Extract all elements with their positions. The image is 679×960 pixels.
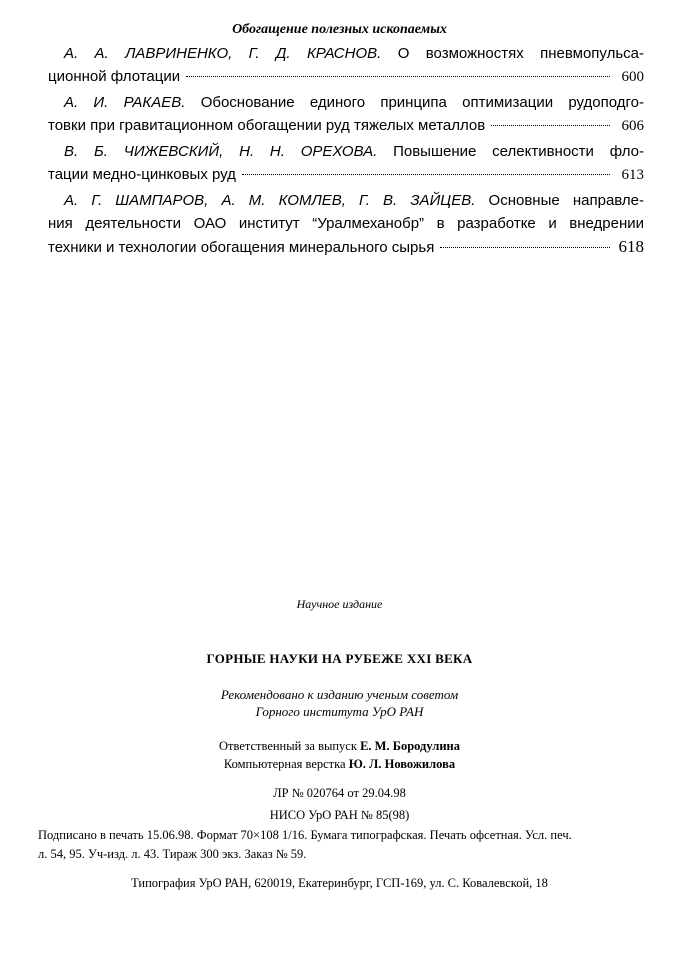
toc-entry-middle-line: ния деятельности ОАО институт “Уралмеханобр” в разработке и внедрении — [48, 215, 644, 232]
toc-entry-4 — [48, 189, 644, 259]
dot-leader — [186, 76, 610, 77]
license-number: ЛР № 020764 от 29.04.98 — [273, 786, 406, 800]
entry-page-number: 600 — [621, 69, 644, 85]
toc-entry-3 — [48, 140, 644, 187]
dot-leader — [440, 247, 610, 248]
toc-entry-tail — [48, 65, 644, 89]
toc-entry-2 — [48, 91, 644, 138]
entry-title-end: ционной флотации — [48, 68, 181, 85]
entry-authors: А. Г. ШАМПАРОВ, А. М. КОМЛЕВ, Г. В. ЗАЙЦЕВ. — [64, 192, 476, 209]
entry-authors: В. Б. ЧИЖЕВСКИЙ, Н. Н. ОРЕХОВА. — [64, 143, 378, 160]
print-details-line-2: л. 54, 95. Уч-изд. л. 43. Тираж 300 экз. Заказ № 59. — [38, 847, 307, 861]
dot-leader — [491, 125, 610, 126]
entry-title-part: О возможностях пневмопульса- — [397, 45, 644, 62]
toc-entry-line — [48, 91, 644, 114]
toc-entry-tail — [48, 235, 644, 259]
entry-authors: А. И. РАКАЕВ. — [64, 94, 186, 111]
printer-address: Типография УрО РАН, 620019, Екатеринбург, ГСП-169, ул. С. Ковалевской, 18 — [131, 876, 548, 890]
edition-type: Научное издание — [296, 597, 383, 611]
entry-title-part: Обоснование единого принципа оптимизации рудоподго- — [200, 94, 645, 111]
entry-page-number: 606 — [621, 118, 644, 134]
entry-title-end: тации медно-цинковых руд — [48, 166, 236, 183]
niso-number: НИСО УрО РАН № 85(98) — [269, 808, 410, 822]
print-details — [38, 826, 642, 864]
toc-entry-tail — [48, 163, 644, 187]
entry-title-part: Основные направле- — [488, 192, 645, 209]
toc-entry-line — [48, 189, 644, 212]
toc-entry-tail — [48, 114, 644, 138]
print-details-line-1: Подписано в печать 15.06.98. Формат 70×108 1/16. Бумага типографская. Печать офсетная. Усл. печ. — [38, 828, 572, 842]
recommendation-line-2: Горного института УрО РАН — [255, 704, 424, 719]
responsible-label: Ответственный за выпуск — [219, 739, 357, 753]
recommendation-line-1: Рекомендовано к изданию ученым советом — [220, 687, 459, 702]
layout-label: Компьютерная верстка — [223, 757, 346, 771]
book-title: ГОРНЫЕ НАУКИ НА РУБЕЖЕ XXI ВЕКА — [206, 651, 473, 666]
responsible-editor — [0, 737, 679, 755]
toc-entry-line — [48, 140, 644, 163]
entry-title-part: Повышение селективности фло- — [393, 143, 645, 160]
layout-credit — [0, 755, 679, 773]
entry-title-end: техники и технологии обогащения минерального сырья — [48, 239, 435, 256]
entry-page-number: 613 — [621, 167, 644, 183]
toc-entry-1 — [48, 42, 644, 89]
table-of-contents — [48, 42, 644, 261]
dot-leader — [242, 174, 610, 175]
layout-name: Ю. Л. Новожилова — [348, 757, 456, 771]
entry-page-number: 618 — [618, 237, 644, 256]
toc-entry-line — [48, 42, 644, 65]
entry-authors: А. А. ЛАВРИНЕНКО, Г. Д. КРАСНОВ. — [64, 45, 382, 62]
section-title: Обогащение полезных ископаемых — [232, 22, 447, 37]
responsible-name: Е. М. Бородулина — [360, 739, 460, 753]
entry-title-end: товки при гравитационном обогащении руд тяжелых металлов — [48, 117, 486, 134]
